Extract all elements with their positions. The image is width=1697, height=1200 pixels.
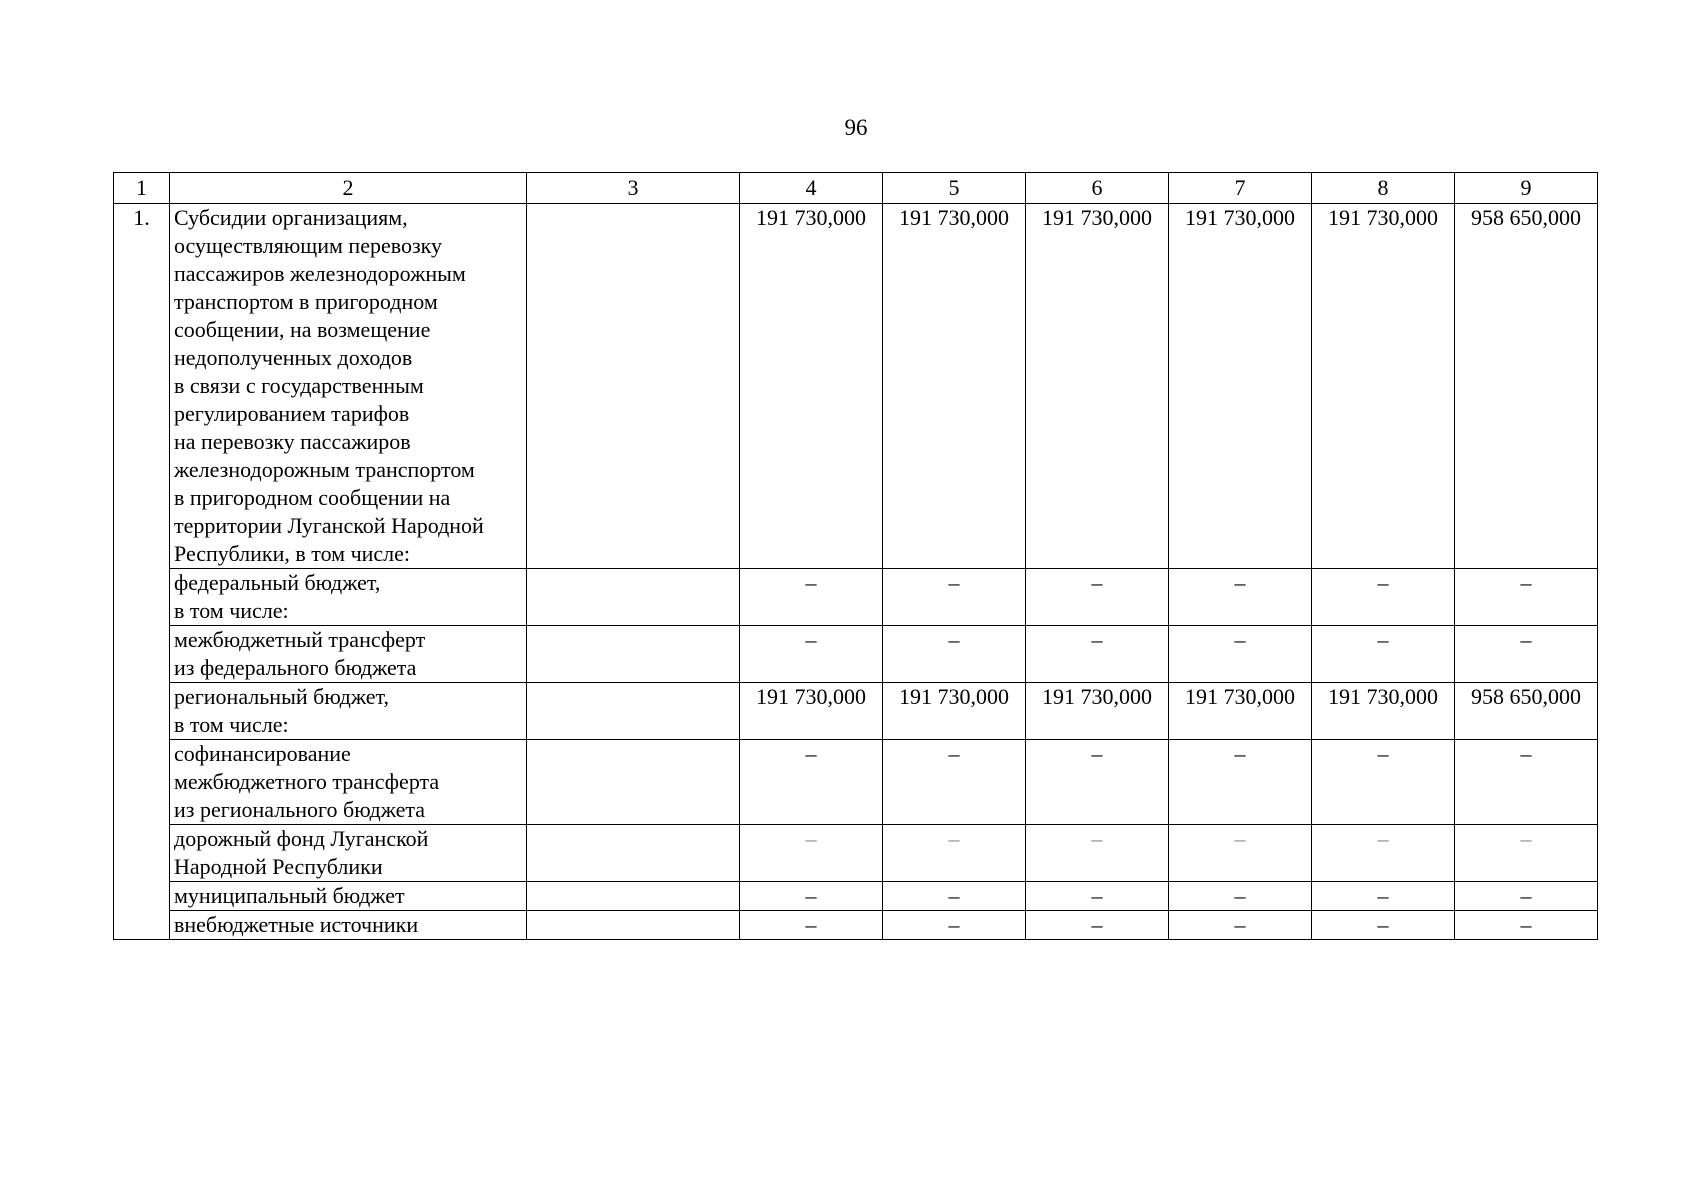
value-cell: – [1455,740,1598,825]
value-cell: – [883,626,1026,683]
row-description [170,569,527,626]
page-number: 96 [844,115,868,140]
description-line: из федерального бюджета [174,655,417,680]
description-line: из регионального бюджета [174,797,426,822]
value-cell: – [1026,882,1169,911]
value-cell: 191 730,000 [740,204,883,569]
description-line: софинансирование [174,741,351,766]
value-cell: 958 650,000 [1455,683,1598,740]
table-row-federal-budget [114,569,1598,626]
value-cell: – [1169,740,1312,825]
value-cell: 191 730,000 [740,683,883,740]
column-header: 9 [1455,173,1598,204]
row-description [170,825,527,882]
table-row-federal-transfer [114,626,1598,683]
description-line: межбюджетного трансферта [174,769,440,794]
value-cell: 191 730,000 [1169,683,1312,740]
description-line: в пригородном сообщении на [174,485,451,510]
description-line: внебюджетные источники [174,912,419,937]
table-row-regional-budget [114,683,1598,740]
value-cell: – [1455,882,1598,911]
value-cell: – [1312,882,1455,911]
description-line: в том числе: [174,712,289,737]
value-cell: – [1169,626,1312,683]
value-cell: – [883,882,1026,911]
row-description [170,204,527,569]
value-cell: – [1455,825,1598,882]
description-line: дорожный фонд Луганской [174,826,429,851]
value-cell: 191 730,000 [1312,204,1455,569]
description-line: в том числе: [174,598,289,623]
description-line: федеральный бюджет, [174,570,381,595]
description-line: Республики, в том числе: [174,541,411,566]
description-line: территории Луганской Народной [174,513,484,538]
value-cell: – [1455,911,1598,940]
value-cell: 191 730,000 [1026,204,1169,569]
column-header: 7 [1169,173,1312,204]
value-cell: 191 730,000 [1169,204,1312,569]
table-row-extrabudgetary [114,911,1598,940]
value-cell: – [1455,569,1598,626]
value-cell: 191 730,000 [883,204,1026,569]
value-cell: – [1026,569,1169,626]
description-line: железнодорожным транспортом [174,457,475,482]
value-cell: – [1026,740,1169,825]
description-line: Субсидии организациям, [174,205,408,230]
value-cell: – [740,911,883,940]
budget-table [113,172,1598,940]
description-line: в связи с государственным [174,373,424,398]
col3-cell [527,882,740,911]
table-row-main [114,204,1598,569]
value-cell: – [1169,911,1312,940]
value-cell: 191 730,000 [883,683,1026,740]
value-cell: – [1026,825,1169,882]
row-description [170,683,527,740]
value-cell: – [1312,911,1455,940]
value-cell: – [883,825,1026,882]
column-header: 4 [740,173,883,204]
value-cell: 191 730,000 [1026,683,1169,740]
row-index: 1. [114,204,170,940]
row-description [170,882,527,911]
col3-cell [527,683,740,740]
description-line: сообщении, на возмещение [174,317,431,342]
column-header: 8 [1312,173,1455,204]
row-description [170,626,527,683]
description-line: муниципальный бюджет [174,883,405,908]
description-line: на перевозку пассажиров [174,429,411,454]
value-cell: – [740,740,883,825]
table-row-municipal-budget [114,882,1598,911]
value-cell: – [1312,825,1455,882]
value-cell: – [1026,911,1169,940]
value-cell: – [1169,882,1312,911]
column-header: 6 [1026,173,1169,204]
value-cell: – [883,569,1026,626]
value-cell: 191 730,000 [1312,683,1455,740]
description-line: пассажиров железнодорожным [174,261,466,286]
value-cell: – [740,882,883,911]
value-cell: – [883,911,1026,940]
description-line: межбюджетный трансферт [174,627,426,652]
description-line: транспортом в пригородном [174,289,438,314]
value-cell: – [1312,740,1455,825]
col3-cell [527,911,740,940]
description-line: регулированием тарифов [174,401,410,426]
row-description [170,740,527,825]
description-line: осуществляющим перевозку [174,233,443,258]
description-line: региональный бюджет, [174,684,389,709]
header-row [114,173,1598,204]
value-cell: – [1169,825,1312,882]
col3-cell [527,569,740,626]
table-row-road-fund [114,825,1598,882]
value-cell: 958 650,000 [1455,204,1598,569]
value-cell: – [1026,626,1169,683]
row-description [170,911,527,940]
column-header: 5 [883,173,1026,204]
value-cell: – [883,740,1026,825]
col3-cell [527,825,740,882]
value-cell: – [1455,626,1598,683]
col3-cell [527,740,740,825]
column-header: 1 [114,173,170,204]
value-cell: – [1169,569,1312,626]
value-cell: – [740,626,883,683]
table-row-cofinancing [114,740,1598,825]
description-line: Народной Республики [174,854,383,879]
value-cell: – [1312,569,1455,626]
column-header: 2 [170,173,527,204]
value-cell: – [1312,626,1455,683]
description-line: недополученных доходов [174,345,413,370]
col3-cell [527,626,740,683]
value-cell: – [740,825,883,882]
column-header: 3 [527,173,740,204]
value-cell: – [740,569,883,626]
col3-cell [527,204,740,569]
